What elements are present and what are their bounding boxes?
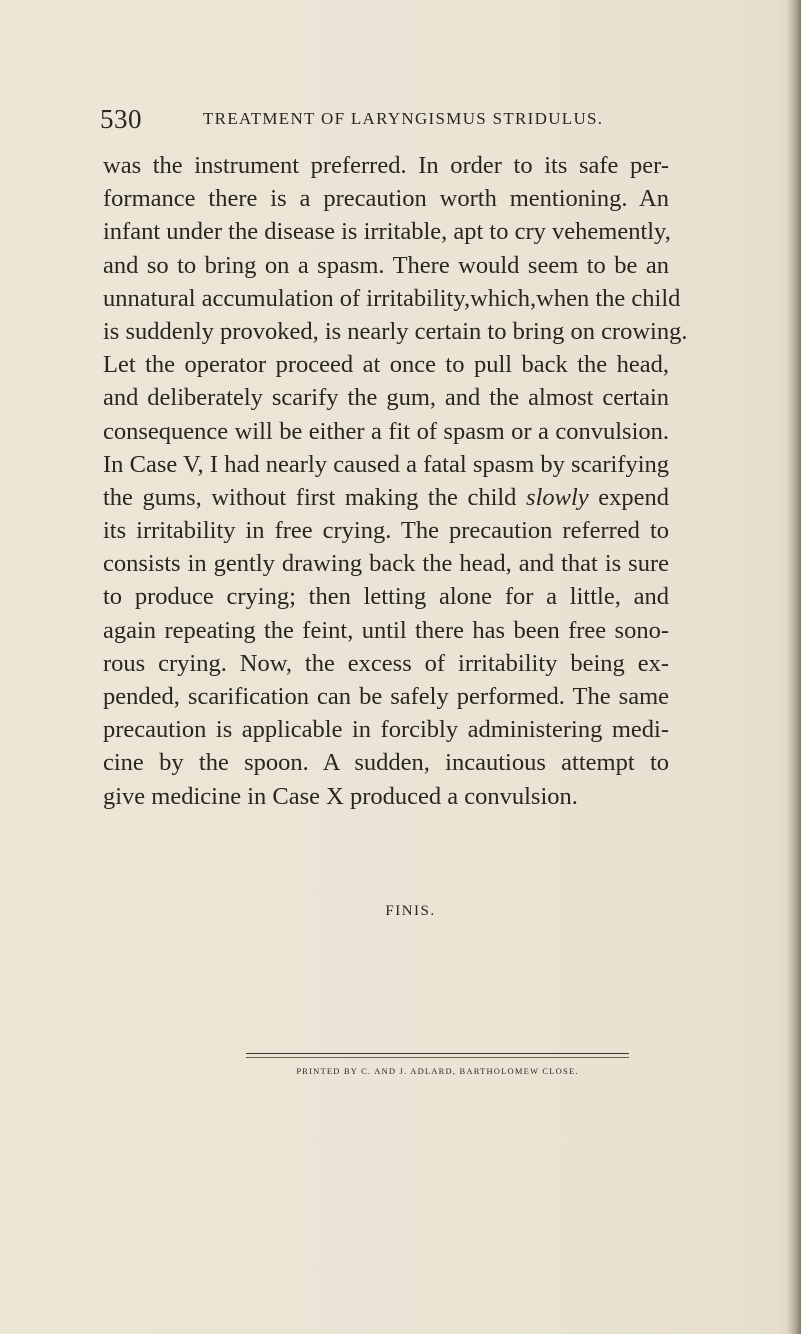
text-line: unnatural accumulation of irritability,which,when the child [103, 284, 681, 312]
text-line: and deliberately scarify the gum, and the almost certain [103, 384, 669, 412]
text-line: and so to bring on a spasm. There would seem to be an [103, 251, 669, 279]
finis-label: FINIS. [385, 903, 436, 919]
printer-rule-secondary [246, 1057, 629, 1058]
text-line-start: the gums, without first making the child [103, 483, 517, 511]
printer-rule [246, 1053, 629, 1054]
italic-word: slowly [526, 483, 589, 511]
text-line: again repeating the feint, until there has been free sono- [103, 616, 669, 644]
text-line: to produce crying; then letting alone for a little, and [103, 583, 669, 611]
text-line: give medicine in Case X produced a convulsion. [103, 782, 578, 810]
text-line: Let the operator proceed at once to pull back the head, [103, 351, 669, 379]
text-line-with-italic [103, 481, 669, 514]
text-line-end: expend [598, 483, 669, 511]
text-line: rous crying. Now, the excess of irritability being ex- [103, 649, 669, 677]
text-line: pended, scarification can be safely performed. The same [103, 683, 669, 710]
body-paragraph [103, 149, 688, 813]
printer-imprint: PRINTED BY C. AND J. ADLARD, BARTHOLOMEW CLOSE. [296, 1066, 579, 1076]
running-title: TREATMENT OF LARYNGISMUS STRIDULUS. [203, 109, 604, 128]
text-line: consequence will be either a fit of spasm or a convulsion. [103, 417, 669, 445]
text-line: consists in gently drawing back the head, and that is sure [103, 550, 669, 578]
text-line: formance there is a precaution worth mentioning. An [103, 185, 669, 213]
text-line: its irritability in free crying. The precaution referred to [103, 517, 669, 545]
text-line: cine by the spoon. A sudden, incautious attempt to [103, 749, 669, 777]
running-head [100, 104, 660, 134]
text-line: In Case V, I had nearly caused a fatal spasm by scarifying [103, 450, 669, 478]
page-number: 530 [100, 104, 142, 134]
text-line: is suddenly provoked, is nearly certain to bring on crowing. [103, 317, 688, 345]
text-line: was the instrument preferred. In order to its safe per- [103, 152, 669, 179]
text-line: precaution is applicable in forcibly administering medi- [103, 716, 669, 744]
page-edge-shadow [787, 0, 801, 1334]
text-line: infant under the disease is irritable, apt to cry vehemently, [103, 218, 671, 246]
